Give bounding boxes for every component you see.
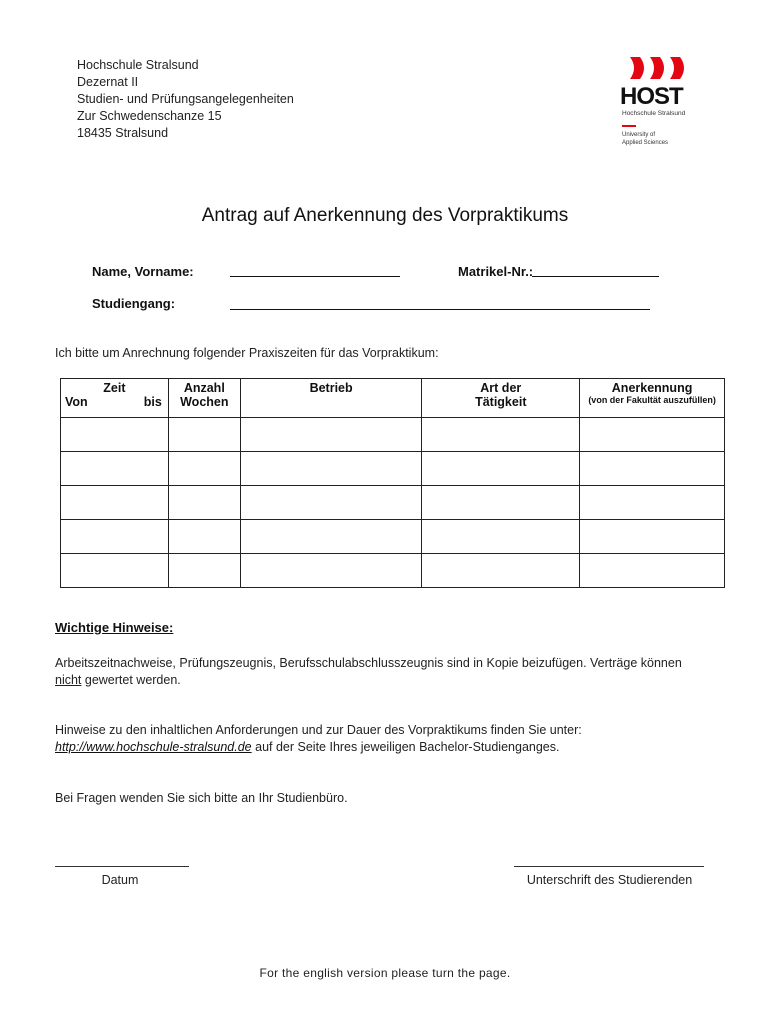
header-zeit-label: Zeit [103,381,126,395]
logo-tagline-line: University of [622,132,656,138]
hint-1-text-b: gewertet werden. [81,673,181,687]
table-row [61,486,725,520]
host-logo [620,55,710,155]
sender-line: Studien- und Prüfungsangelegenheiten [77,92,294,106]
cell-anerkennung[interactable] [580,418,725,452]
cell-wochen[interactable] [168,418,240,452]
logo-accent-line [622,125,636,127]
cell-zeit[interactable] [61,554,169,588]
name-field[interactable] [230,276,400,277]
cell-anerkennung[interactable] [580,452,725,486]
header-art [422,379,580,418]
cell-wochen[interactable] [168,520,240,554]
table-row [61,452,725,486]
cell-zeit[interactable] [61,520,169,554]
hint-paragraph-1 [55,655,725,689]
cell-betrieb[interactable] [240,486,422,520]
sender-line: 18435 Stralsund [77,126,169,140]
datum-label: Datum [101,873,139,887]
cell-wochen[interactable] [168,554,240,588]
cell-betrieb[interactable] [240,452,422,486]
cell-anerkennung[interactable] [580,554,725,588]
header-anerkennung-note: (von der Fakultät auszufüllen) [588,395,716,405]
table-header-row [61,379,725,418]
table-row [61,520,725,554]
sender-line: Zur Schwedenschanze 15 [77,109,222,123]
cell-zeit[interactable] [61,418,169,452]
table-row [61,554,725,588]
header-von: Von [65,395,88,409]
cell-anerkennung[interactable] [580,486,725,520]
cell-betrieb[interactable] [240,554,422,588]
cell-taetigkeit[interactable] [422,418,580,452]
cell-taetigkeit[interactable] [422,486,580,520]
matrikel-label: Matrikel-Nr.: [458,264,534,279]
signature-label: Unterschrift des Studierenden [526,873,693,887]
header-zeit [61,379,169,418]
datum-line[interactable] [55,866,189,867]
logo-tagline-line: Applied Sciences [622,140,669,146]
studiengang-field[interactable] [230,309,650,310]
cell-betrieb[interactable] [240,418,422,452]
header-anzahl-wochen [168,379,240,418]
signature-line[interactable] [514,866,704,867]
cell-taetigkeit[interactable] [422,554,580,588]
sender-line: Hochschule Stralsund [77,58,199,72]
hint-2-text-b: auf der Seite Ihres jeweiligen Bachelor-Studienganges. [251,740,560,754]
cell-anerkennung[interactable] [580,520,725,554]
cell-zeit[interactable] [61,452,169,486]
intro-text: Ich bitte um Anrechnung folgender Praxiszeiten für das Vorpraktikum: [55,346,439,360]
header-anzahl: Anzahl [183,381,225,395]
hint-paragraph-2 [55,722,725,756]
hint-1-text-a: Arbeitszeitnachweise, Prüfungszeugnis, Berufsschulabschlusszeugnis sind in Kopie beizufügen. Verträge können [55,656,682,670]
cell-taetigkeit[interactable] [422,520,580,554]
table-row [61,418,725,452]
header-anerkennung-label: Anerkennung [611,381,693,395]
footer-note: For the english version please turn the page. [259,966,511,980]
hints-title: Wichtige Hinweise: [55,620,174,635]
hint-paragraph-3: Bei Fragen wenden Sie sich bitte an Ihr Studienbüro. [55,791,348,805]
praxis-table [60,378,725,588]
website-link[interactable]: http://www.hochschule-stralsund.de [55,740,252,754]
header-art-2: Tätigkeit [475,395,527,409]
header-anerkennung [580,379,725,418]
header-art-1: Art der [480,381,522,395]
logo-tagline [622,131,668,147]
hint-1-nicht: nicht [55,673,82,687]
logo-name: HOST [620,83,683,110]
name-label: Name, Vorname: [92,264,194,279]
cell-zeit[interactable] [61,486,169,520]
studiengang-label: Studiengang: [92,296,176,311]
form-title: Antrag auf Anerkennung des Vorpraktikums [201,205,569,226]
header-wochen: Wochen [180,395,229,409]
sender-address [77,57,294,142]
cell-wochen[interactable] [168,486,240,520]
header-bis: bis [143,395,162,409]
cell-taetigkeit[interactable] [422,452,580,486]
cell-betrieb[interactable] [240,520,422,554]
header-betrieb: Betrieb [240,379,422,418]
chevron-logo-icon [628,55,698,83]
logo-subline: Hochschule Stralsund [622,110,686,117]
sender-line: Dezernat II [77,75,139,89]
header-von-bis [61,395,168,409]
matrikel-field[interactable] [532,276,659,277]
hint-2-text-a: Hinweise zu den inhaltlichen Anforderungen und zur Dauer des Vorpraktikums finden Sie unter: [55,723,582,737]
cell-wochen[interactable] [168,452,240,486]
